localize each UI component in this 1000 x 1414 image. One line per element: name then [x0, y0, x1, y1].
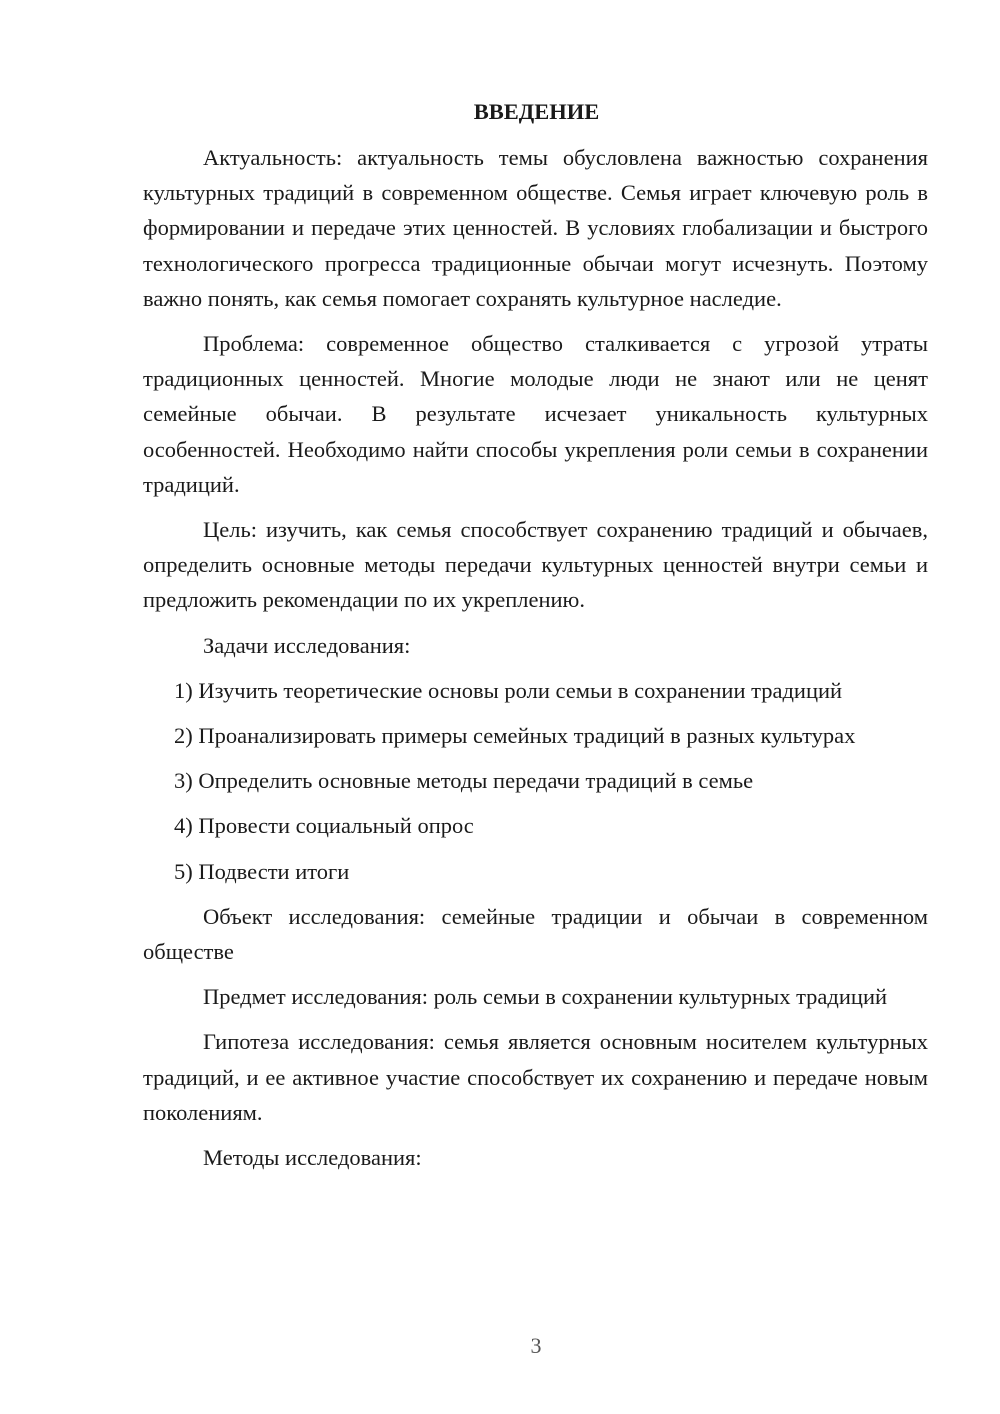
hypothesis-paragraph: Гипотеза исследования: семья является основным носителем культурных традиций, и ее активное участие способствует их сохранению и передаче новым поколениям. — [143, 1029, 928, 1125]
task-item: 3) Определить основные методы передачи традиций в семье — [174, 768, 754, 794]
task-item: 2) Проанализировать примеры семейных традиций в разных культурах — [174, 723, 856, 749]
task-item: 5) Подвести итоги — [174, 858, 350, 884]
problem-paragraph: Проблема: современное общество сталкивается с угрозой утраты традиционных ценностей. Многие молодые люди не знают или не ценят семейные обычаи. В результате исчезает уникальность культурных особенностей. Необходимо найти способы укрепления роли семьи в сохранении традиций. — [143, 331, 928, 497]
goal-paragraph: Цель: изучить, как семья способствует сохранению традиций и обычаев, определить основные методы передачи культурных ценностей внутри семьи и предложить рекомендации по их укреплению. — [143, 517, 928, 613]
subject-paragraph: Предмет исследования: роль семьи в сохранении культурных традиций — [203, 984, 888, 1010]
task-item: 1) Изучить теоретические основы роли семьи в сохранении традиций — [174, 677, 843, 703]
tasks-heading: Задачи исследования: — [203, 632, 411, 658]
page-content — [143, 95, 928, 1185]
page-number: 3 — [530, 1333, 542, 1358]
task-item: 4) Провести социальный опрос — [174, 813, 474, 839]
object-paragraph: Объект исследования: семейные традиции и обычаи в современном обществе — [143, 903, 928, 965]
page-title: ВВЕДЕНИЕ — [473, 99, 600, 124]
relevance-paragraph: Актуальность: актуальность темы обусловлена важностью сохранения культурных традиций в современном обществе. Семья играет ключевую роль в формировании и передаче этих ценностей. В условиях глобализации и быстрого технологического прогресса традиционные обычаи могут исчезнуть. Поэтому важно понять, как семья помогает сохранять культурное наследие. — [143, 145, 928, 311]
methods-heading: Методы исследования: — [203, 1145, 422, 1171]
